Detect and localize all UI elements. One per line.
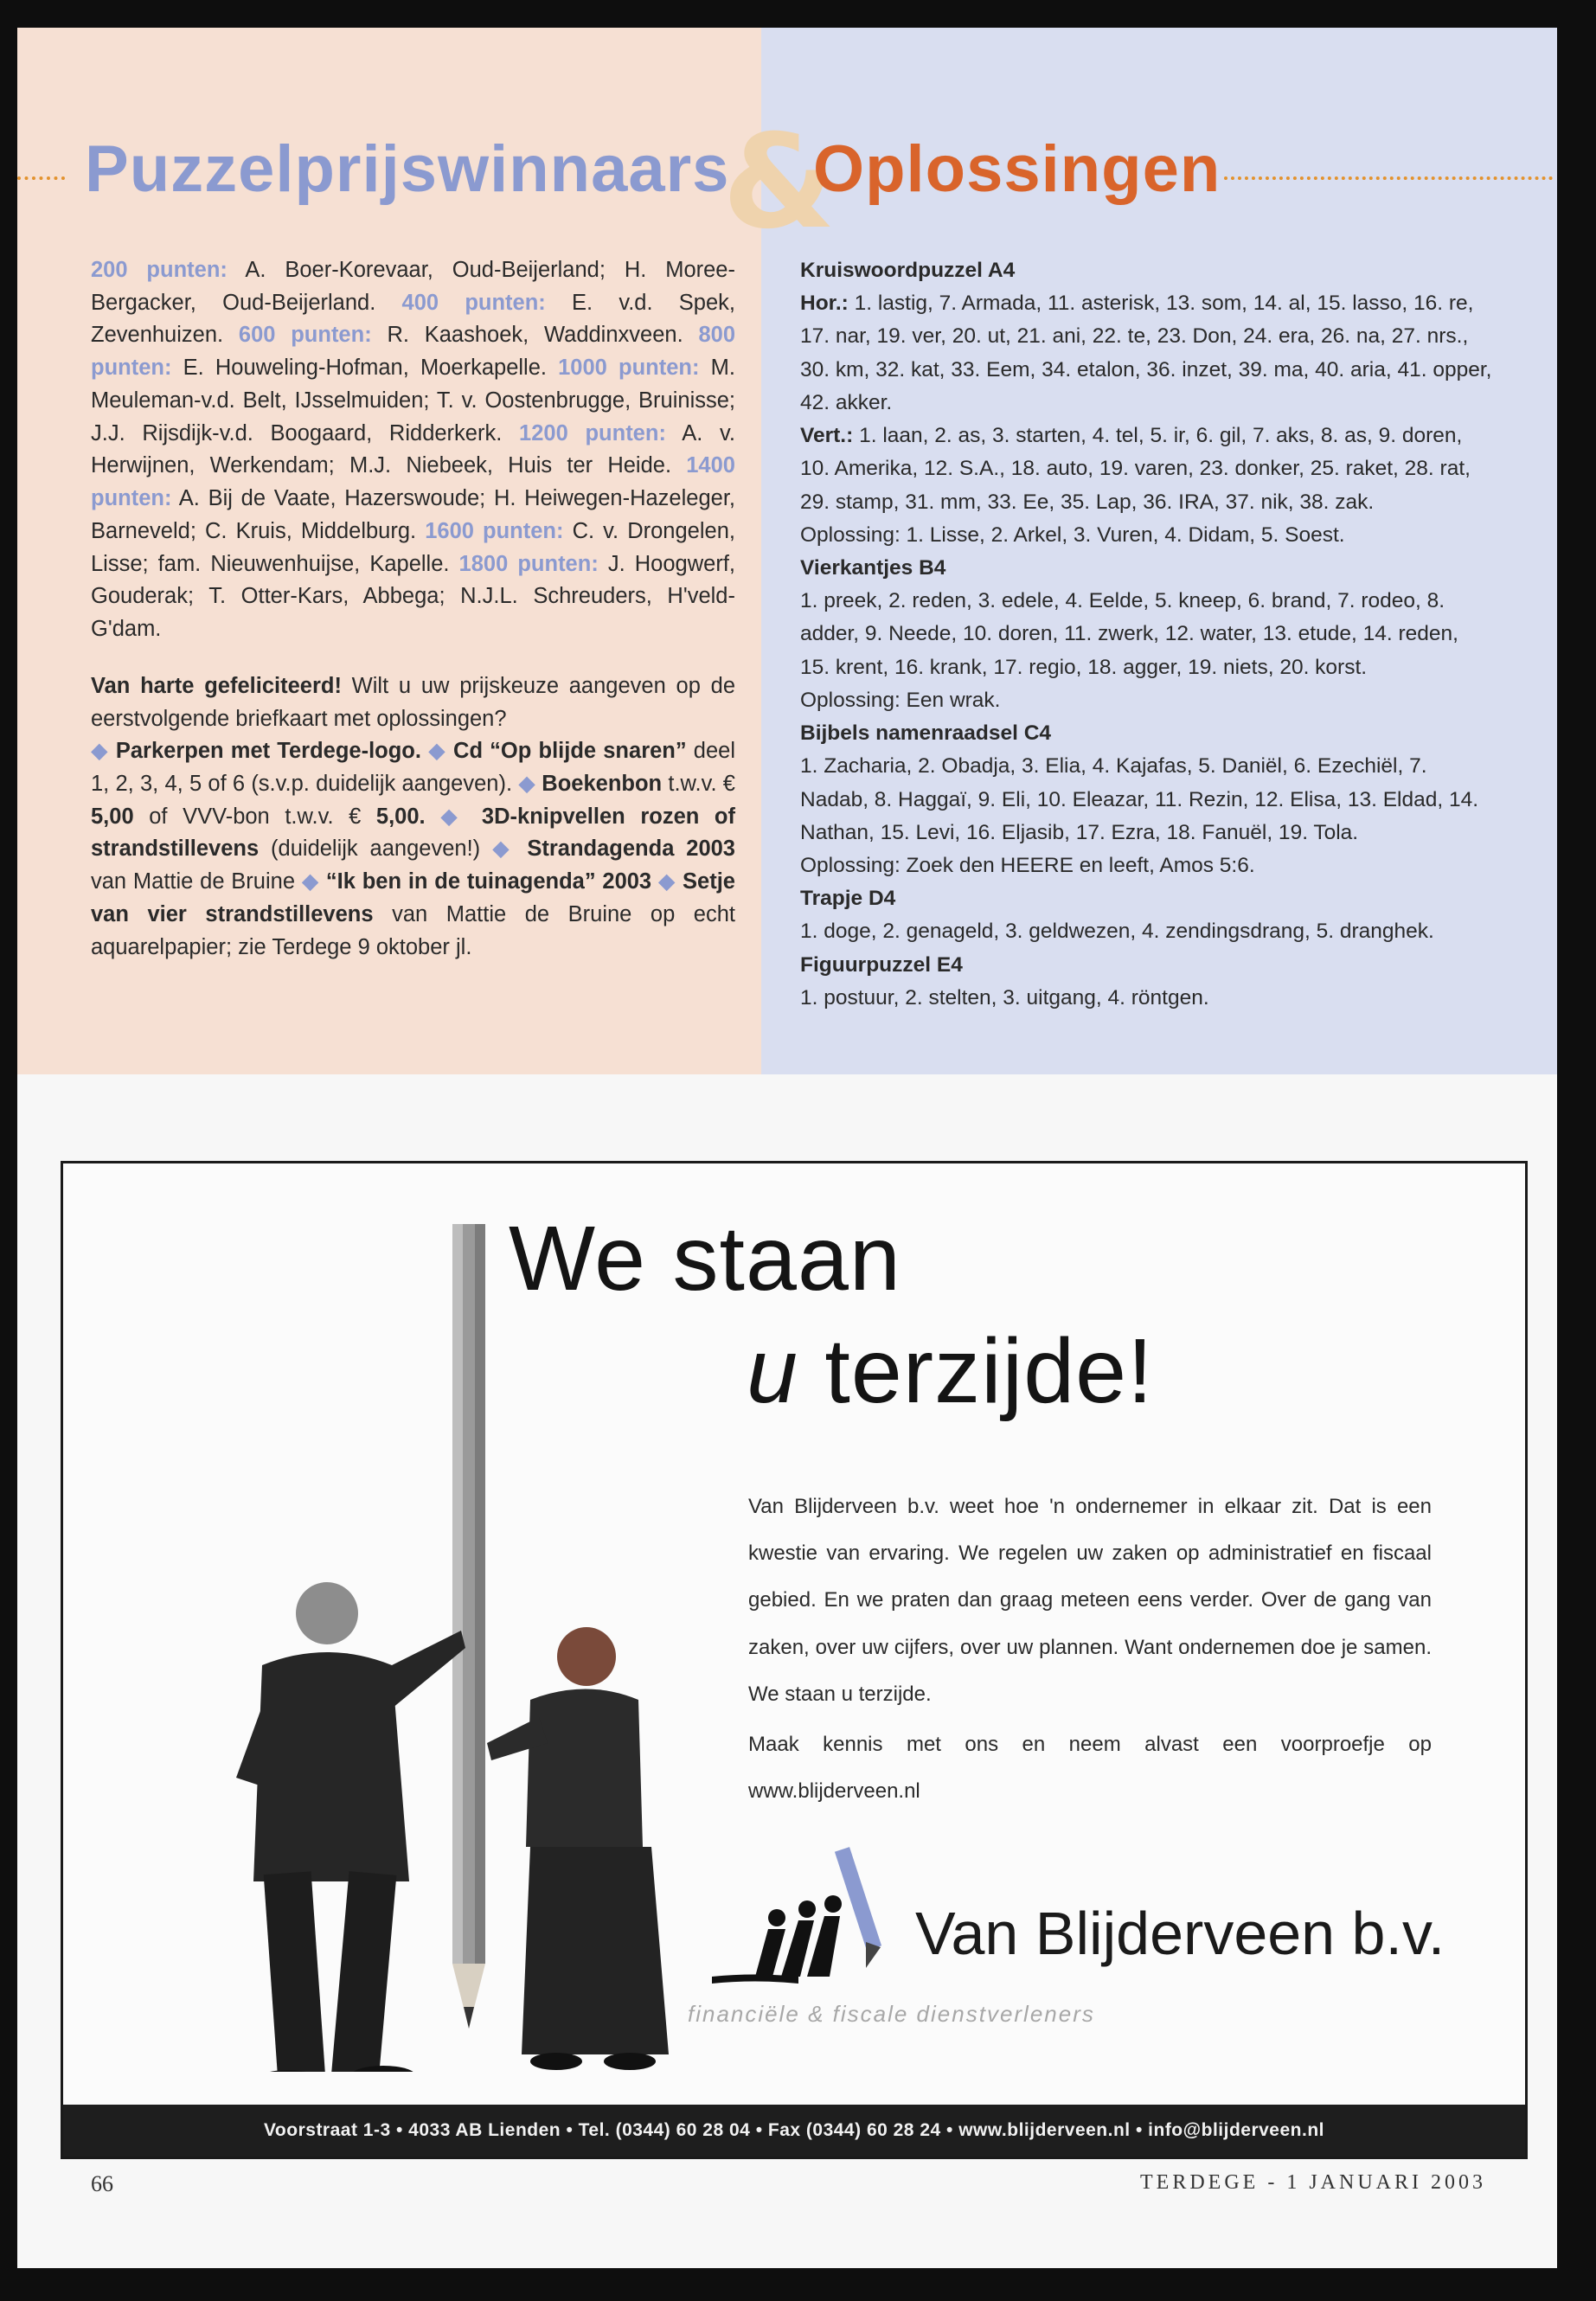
title-row: [17, 107, 1557, 258]
winners-text: A. Bij de Vaate, Hazerswoude; H. Heiwegen-Hazeleger, Barneveld; C. Kruis, Middelburg.: [91, 486, 735, 543]
prize-item: 3D-knipvellen rozen of strandstillevens: [91, 804, 735, 862]
solution-down: [800, 420, 1492, 519]
winners-text: M. Meuleman-v.d. Belt, IJsselmuiden; T. v. Oostenbrugge, Bruinisse; J.J. Rijsdijk-v.d. Boogaard, Ridderkerk.: [91, 356, 735, 445]
ad-paragraph: Maak kennis met ons en neem alvast een voorproefje op www.blijderveen.nl: [748, 1733, 1432, 1804]
points-label: 1800 punten:: [458, 551, 599, 576]
section-title: Bijbels namenraadsel C4: [800, 721, 1052, 746]
solution-text: 1. postuur, 2. stelten, 3. uitgang, 4. röntgen.: [800, 985, 1209, 1009]
prize-item: Cd “Op blijde snaren”: [445, 739, 687, 764]
points-label: 1400 punten:: [91, 453, 735, 511]
winners-list: [91, 254, 735, 646]
section-title: Figuurpuzzel E4: [800, 952, 963, 977]
solution-text: 1. Zacharia, 2. Obadja, 3. Elia, 4. Kajafas, 5. Daniël, 6. Ezechiël, 7. Nadab, 8. Haggaï, 9. Eli, 10. Eleazar, 11. Rezin, 12. Elisa, 13. Eldad, 14. Nathan, 15. Levi, 16. Eljasib, 17. Ezra, 18. Fanuël, 19. Tola.: [800, 754, 1479, 844]
diamond-icon: ◆: [657, 869, 676, 894]
winners-column: [91, 254, 735, 964]
diamond-icon: ◆: [518, 772, 536, 797]
prize-intro: Wilt u uw prijskeuze aangeven op de eerstvolgende briefkaart met oplossingen?: [91, 673, 735, 731]
prize-item: Boekenbon: [535, 772, 663, 797]
advertisement: [61, 1161, 1528, 2159]
winners-text: R. Kaashoek, Waddinxveen.: [371, 323, 683, 348]
headline-u: u: [747, 1320, 798, 1422]
diamond-icon: ◆: [301, 869, 320, 894]
title-winners: Puzzelprijswinnaars: [85, 132, 730, 206]
solution-answer: Oplossing: 1. Lisse, 2. Arkel, 3. Vuren, 4. Didam, 5. Soest.: [800, 522, 1345, 547]
company-logo-icon: [703, 1847, 911, 1994]
diamond-icon: ◆: [492, 836, 516, 862]
ad-headline-line2: [747, 1319, 1154, 1424]
section-title: Kruiswoordpuzzel A4: [800, 259, 1016, 282]
winners-text: J. Hoogwerf, Gouderak; T. Otter-Kars, Abbega; N.J.L. Schreuders, H'veld-G'dam.: [91, 551, 735, 642]
company-tagline: financiële & fiscale dienstverleners: [688, 2001, 1095, 2027]
prize-item: Parkerpen met Terdege-logo.: [108, 739, 421, 764]
points-label: 200 punten:: [91, 258, 228, 282]
down-text: 1. laan, 2. as, 3. starten, 4. tel, 5. ir, 6. gil, 7. aks, 8. as, 9. doren, 10. Amerika, 12. S.A., 18. auto, 19. varen, 23. donker, 25. raket, 28. rat, 29. stamp, 31. mm, 33. Ee, 35. Lap, 36. IRA, 37. nik, 38. zak.: [800, 424, 1471, 514]
winners-text: E. Houweling-Hofman, Moerkapelle.: [171, 356, 547, 381]
headline-rest: terzijde!: [798, 1320, 1154, 1422]
ad-headline-line1: We staan: [509, 1208, 901, 1310]
winners-text: A. v. Herwijnen, Werkendam; M.J. Niebeek, Huis ter Heide.: [91, 420, 735, 478]
solution-answer: Oplossing: Een wrak.: [800, 688, 1001, 712]
winners-text: E. v.d. Spek, Zevenhuizen.: [91, 290, 735, 348]
pencil-illustration: [452, 1224, 485, 2029]
magazine-page: [17, 28, 1557, 2268]
solution-text: 1. preek, 2. reden, 3. edele, 4. Eelde, 5. kneep, 6. brand, 7. rodeo, 8. adder, 9. Neede, 10. doren, 11. zwerk, 12. water, 13. etude, 14. reden, 15. krent, 16. krank, 17. regio, 18. agger, 19. niets, 20. korst.: [800, 589, 1458, 679]
points-label: 1000 punten:: [558, 356, 700, 381]
points-label: 800 punten:: [91, 323, 735, 381]
man-figure: [236, 1582, 465, 2072]
ad-illustration: [132, 1224, 669, 2072]
diamond-icon: ◆: [440, 804, 467, 829]
solution-across: [800, 287, 1492, 420]
across-label: Hor.:: [800, 292, 849, 316]
ad-body: [748, 1484, 1432, 1819]
prize-detail: deel 1, 2, 3, 4, 5 of 6 (s.v.p. duidelijk aangeven).: [91, 739, 735, 797]
diamond-icon: ◆: [91, 739, 109, 764]
ampersand: &: [722, 107, 836, 258]
prize-item: Setje van vier strandstillevens: [91, 869, 735, 926]
prize-amount: 5,00: [91, 804, 134, 829]
prize-detail: van Mattie de Bruine: [91, 869, 295, 894]
magazine-issue: TERDEGE - 1 JANUARI 2003: [1140, 2171, 1486, 2194]
solution-text: 1. doge, 2. genageld, 3. geldwezen, 4. zendingsdrang, 5. dranghek.: [800, 920, 1434, 944]
winners-text: A. Boer-Korevaar, Oud-Beijerland; H. Moree-Bergacker, Oud-Beijerland.: [91, 258, 735, 315]
congrats-text: Van harte gefeliciteerd!: [91, 673, 342, 698]
diamond-icon: ◆: [428, 739, 446, 764]
prize-detail: (duidelijk aangeven!): [259, 836, 481, 862]
points-label: 1600 punten:: [425, 518, 564, 543]
prize-item: “Ik ben in de tuinagenda” 2003: [319, 869, 652, 894]
points-label: 1200 punten:: [519, 420, 666, 445]
points-label: 600 punten:: [238, 323, 372, 348]
down-label: Vert.:: [800, 424, 854, 448]
title-solutions: Oplossingen: [813, 132, 1221, 206]
section-title: Vierkantjes B4: [800, 555, 946, 580]
points-label: 400 punten:: [401, 290, 546, 315]
solutions-column: [800, 254, 1492, 1015]
winners-text: C. v. Drongelen, Lisse; fam. Nieuwenhuijse, Kapelle.: [91, 518, 735, 576]
section-title: Trapje D4: [800, 887, 896, 911]
solution-answer: Oplossing: Zoek den HEERE en leeft, Amos 5:6.: [800, 853, 1255, 877]
prize-item: Strandagenda 2003: [515, 836, 735, 862]
prize-detail: van Mattie de Bruine op echt aquarelpapier; zie Terdege 9 oktober jl.: [91, 901, 735, 959]
prize-detail: t.w.v. €: [662, 772, 735, 797]
decorative-dots-right: [1224, 176, 1553, 180]
contact-bar: Voorstraat 1-3 • 4033 AB Lienden • Tel. (0344) 60 28 04 • Fax (0344) 60 28 24 • www.blijderveen.nl • info@blijderveen.nl: [63, 2105, 1525, 2157]
prize-choice: [91, 670, 735, 965]
across-text: 1. lastig, 7. Armada, 11. asterisk, 13. som, 14. al, 15. lasso, 16. re, 17. nar, 19. ver, 20. ut, 21. ani, 22. te, 23. Don, 24. era, 26. na, 27. nrs., 30. km, 32. kat, 33. Eem, 34. etalon, 36. inzet, 39. ma, 40. aria, 41. opper, 42. akker.: [800, 292, 1492, 414]
prize-amount: 5,00.: [375, 804, 426, 829]
page-number: 66: [91, 2171, 113, 2196]
ad-paragraph: Van Blijderveen b.v. weet hoe 'n ondernemer in elkaar zit. Dat is een kwestie van ervaring. We regelen uw zaken op administratief en fiscaal gebied. En we praten dan graag meteen eens verder. Over de gang van zaken, over uw cijfers, over uw plannen. Want ondernemen doe je samen. We staan u terzijde.: [748, 1495, 1432, 1706]
woman-figure: [487, 1627, 669, 2070]
company-name: Van Blijderveen b.v.: [915, 1900, 1445, 1967]
decorative-dots-left: [17, 176, 65, 180]
prize-detail: of VVV-bon t.w.v. €: [133, 804, 376, 829]
